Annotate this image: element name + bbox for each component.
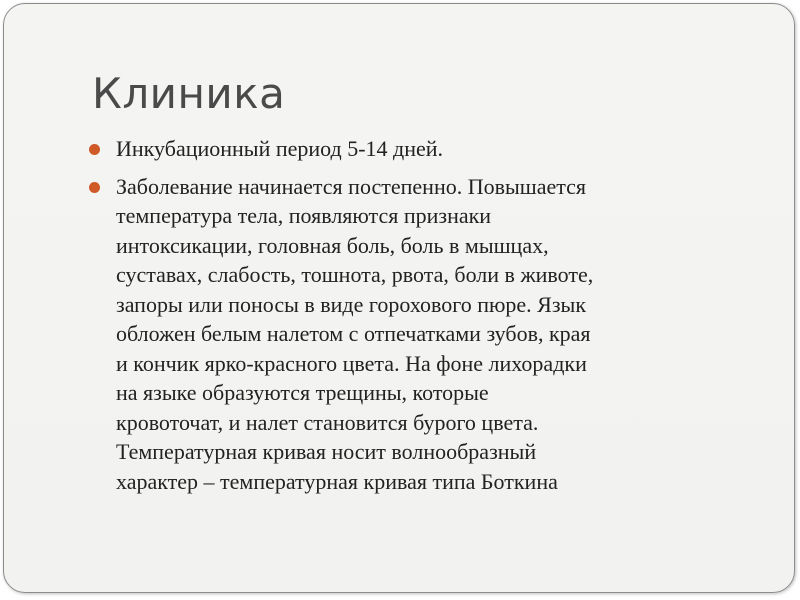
slide-title: Клиника xyxy=(92,69,286,118)
bullet-text-incubation: Инкубационный период 5-14 дней. xyxy=(116,136,444,161)
bullet-list xyxy=(89,134,759,504)
bullet-item-disease-course xyxy=(89,172,759,497)
bullet-text-disease-course: Заболевание начинается постепенно. Повышается температура тела, появляются признаки интоксикации, головная боль, боль в мышцах, суставах, слабость, тошнота, рвота, боли в животе, запоры или поносы в виде горохового пюре. Язык обложен белым налетом с отпечатками зубов, края и кончик ярко-красного цвета. На фоне лихорадки на языке образуются трещины, которые кровоточат, и налет становится бурого цвета. Температурная кривая носит волнообразный характер – температурная кривая типа Боткина xyxy=(116,173,594,494)
slide-frame xyxy=(3,3,795,593)
round-bullet-icon xyxy=(89,182,100,193)
round-bullet-icon xyxy=(89,144,100,155)
bullet-item-incubation xyxy=(89,134,759,164)
